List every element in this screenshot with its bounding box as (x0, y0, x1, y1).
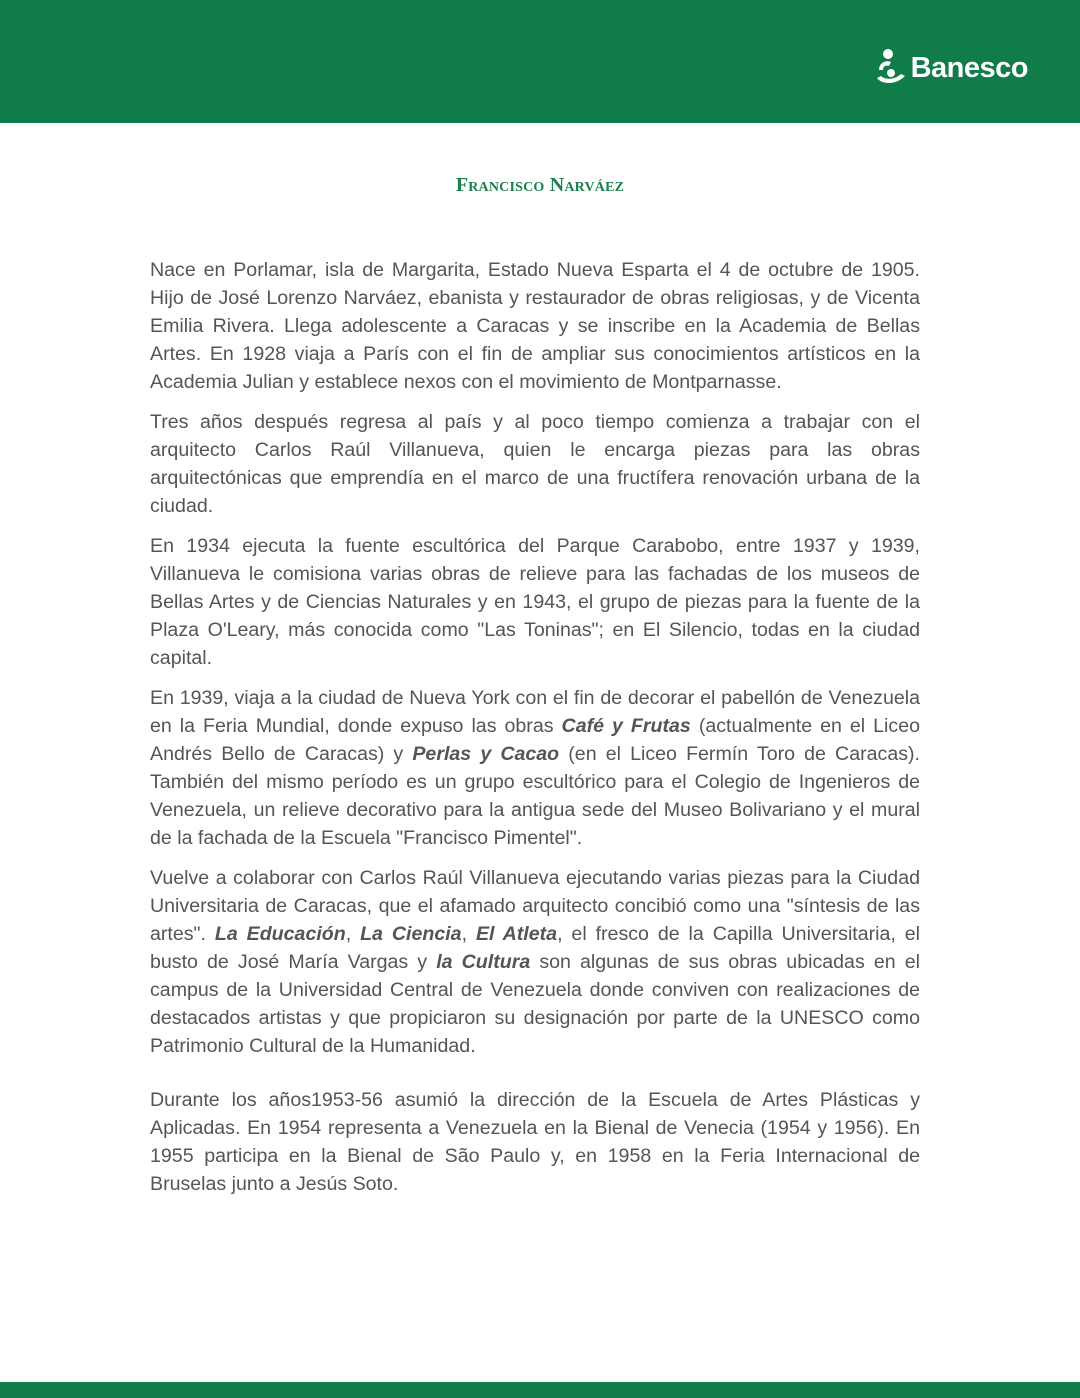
brand-name: Banesco (910, 51, 1028, 84)
header-bar (0, 0, 1080, 123)
footer-bar (0, 1382, 1080, 1398)
artwork-title: Café y Frutas (561, 715, 691, 737)
artwork-title: La Educación (214, 923, 346, 945)
paragraph-birth: Nace en Porlamar, isla de Margarita, Estado Nueva Esparta el 4 de octubre de 1905. Hijo de José Lorenzo Narváez, ebanista y restaurador de obras religiosas, y de Vicenta Emilia Rivera. Llega adolescente a Caracas y se inscribe en la Academia de Bellas Artes. En 1928 viaja a París con el fin de ampliar sus conocimientos artísticos en la Academia Julian y establece nexos con el movimiento de Montparnasse. (150, 259, 920, 393)
artwork-title: El Atleta (475, 923, 558, 945)
paragraph-villanueva: Tres años después regresa al país y al poco tiempo comienza a trabajar con el arquitecto Carlos Raúl Villanueva, quien le encarga piezas para las obras arquitectónicas que emprendía en el marco de una fructífera renovación urbana de la ciudad. (150, 411, 920, 517)
page-title: Francisco Narváez (455, 174, 625, 196)
artwork-title: la Cultura (436, 951, 531, 973)
banesco-logo-icon (875, 48, 909, 88)
paragraph-new-york: En 1939, viaja a la ciudad de Nueva York con el fin de decorar el pabellón de Venezuela en la Feria Mundial, donde expuso las obras Café y Frutas (actualmente en el Liceo Andrés Bello de Caracas) y Perlas y Cacao (en el Liceo Fermín Toro de Caracas). También del mismo período es un grupo escultórico para el Colegio de Ingenieros de Venezuela, un relieve decorativo para la antigua sede del Museo Bolivariano y el mural de la fachada de la Escuela "Francisco Pimentel". (150, 687, 920, 849)
paragraph-direction: Durante los años1953-56 asumió la dirección de la Escuela de Artes Plásticas y Aplicadas. En 1954 representa a Venezuela en la Bienal de Venecia (1954 y 1956). En 1955 participa en la Bienal de São Paulo y, en 1958 en la Feria Internacional de Bruselas junto a Jesús Soto. (150, 1089, 920, 1195)
artwork-title: La Ciencia (360, 923, 462, 945)
artwork-title: Perlas y Cacao (412, 743, 560, 765)
document-body (150, 256, 920, 1210)
paragraph-fountains: En 1934 ejecuta la fuente escultórica del Parque Carabobo, entre 1937 y 1939, Villanueva le comisiona varias obras de relieve para las fachadas de los museos de Bellas Artes y de Ciencias Naturales y en 1943, el grupo de piezas para la fuente de la Plaza O'Leary, más conocida como "Las Toninas"; en El Silencio, todas en la ciudad capital. (150, 535, 920, 669)
paragraph-ciudad-universitaria: Vuelve a colaborar con Carlos Raúl Villanueva ejecutando varias piezas para la Ciudad Universitaria de Caracas, que el afamado arquitecto concibió como una "síntesis de las artes". La Educación, La Ciencia, El Atleta, el fresco de la Capilla Universitaria, el busto de José María Vargas y la Cultura son algunas de sus obras ubicadas en el campus de la Universidad Central de Venezuela donde conviven con realizaciones de destacados artistas y que propiciaron su designación por parte de la UNESCO como Patrimonio Cultural de la Humanidad. (150, 867, 921, 1057)
brand-logo (875, 48, 1028, 88)
